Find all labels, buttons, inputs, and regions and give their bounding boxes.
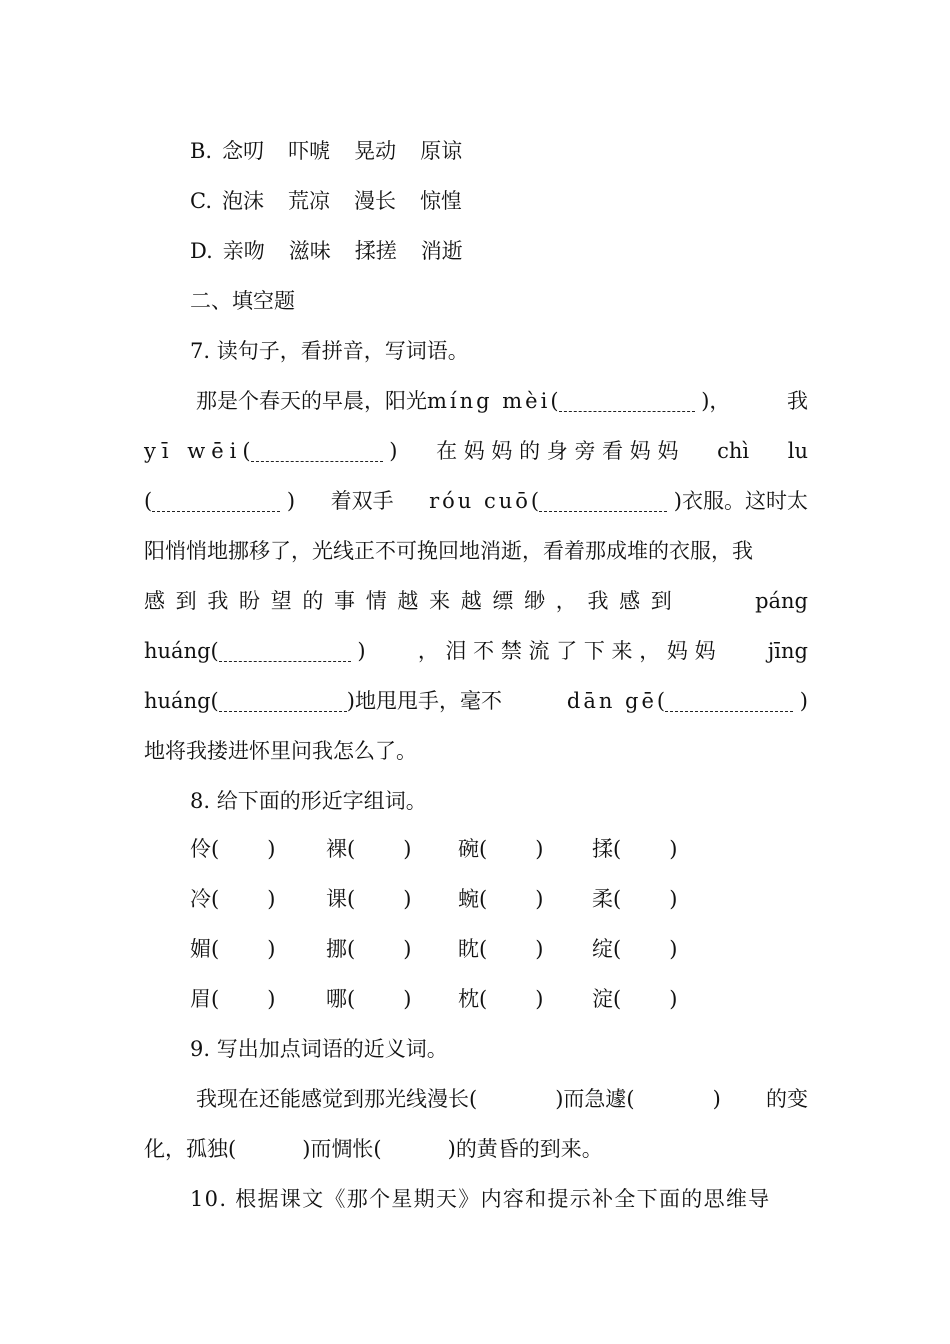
q7-line-7: huáng( )地甩甩手，毫不 dān gē( ): [144, 689, 808, 713]
option-c: [190, 186, 486, 216]
char: 眉: [190, 987, 211, 1011]
char: 蜿: [458, 887, 479, 911]
char: 裸: [326, 837, 347, 861]
pinyin: huáng: [144, 689, 211, 713]
pinyin: dān gē: [566, 689, 657, 713]
q10-title: 10. 根据课文《那个星期天》内容和提示补全下面的思维导: [190, 1187, 771, 1211]
char: 哪: [326, 987, 347, 1011]
answer-blank[interactable]: [539, 493, 667, 512]
option-word: 消逝: [420, 239, 463, 263]
section-heading: 二、填空题: [190, 289, 295, 313]
q7-title: 7. 读句子，看拼音，写词语。: [190, 339, 469, 363]
option-word: 泡沫: [222, 189, 264, 213]
q7-text: 我: [787, 389, 808, 413]
q9-text: 的变: [766, 1087, 808, 1111]
answer-blank[interactable]: [251, 443, 383, 462]
char: 伶: [190, 837, 211, 861]
option-word: 念叨: [222, 139, 265, 163]
answer-blank[interactable]: [559, 393, 695, 412]
q7-text: 地甩甩手，毫不: [354, 689, 502, 713]
pinyin: lu: [787, 439, 808, 463]
option-word: 吓唬: [288, 139, 331, 163]
char: 媚: [190, 937, 211, 961]
char: 绽: [592, 937, 613, 961]
option-word: 惊惶: [420, 189, 462, 213]
option-word: 揉搓: [354, 239, 397, 263]
char: 柔: [592, 887, 613, 911]
char: 冷: [190, 887, 211, 911]
char: 淀: [592, 987, 613, 1011]
q7-line-2: yī wēi( ) 在 妈 妈 的 身 旁 看 妈 妈 chì lu: [144, 436, 808, 466]
answer-blank[interactable]: [219, 643, 351, 662]
pinyin: míng mèi: [427, 389, 551, 413]
q7-line-5: [144, 586, 808, 616]
option-label: B.: [190, 139, 213, 163]
q7-text: ， 泪 不 禁 流 了 下 来 ， 妈 妈: [417, 639, 716, 663]
q9-line-1: 我现在还能感觉到那光线漫长( )而急遽( ) 的变: [144, 1084, 808, 1114]
q9-text: 而急遽: [563, 1087, 627, 1111]
q7-text: 感 到 我 盼 望 的 事 情 越 来 越 缥 缈 ， 我 感 到: [144, 589, 674, 613]
option-b: [190, 136, 486, 166]
option-label: C.: [190, 189, 212, 213]
pinyin: chì: [717, 439, 750, 463]
pinyin: páng: [755, 589, 808, 613]
pinyin: yī wēi: [144, 439, 243, 463]
option-word: 滋味: [288, 239, 331, 263]
q7-text: 那是个春天的早晨，阳光: [196, 389, 427, 413]
q7-line-8: 地将我搂进怀里问我怎么了。: [144, 739, 417, 763]
q8-title: 8. 给下面的形近字组词。: [190, 789, 427, 813]
q7-line-6: huáng( ) ， 泪 不 禁 流 了 下 来 ， 妈 妈 jīng: [144, 636, 808, 666]
answer-blank[interactable]: [665, 693, 793, 712]
char: 课: [326, 887, 347, 911]
option-word: 晃动: [354, 139, 397, 163]
option-label: D.: [190, 239, 213, 263]
pinyin: huáng: [144, 639, 211, 663]
pinyin: róu cuō: [429, 489, 531, 513]
answer-blank[interactable]: [219, 693, 347, 712]
q9-title: 9. 写出加点词语的近义词。: [190, 1037, 448, 1061]
q7-text: 着双手: [330, 489, 394, 513]
char: 揉: [592, 837, 613, 861]
q7-text: 衣服。这时太: [682, 489, 808, 513]
pinyin: jīng: [767, 639, 808, 663]
q9-line-2: 化，孤独( )而惆怅( )的黄昏的到来。: [144, 1137, 603, 1161]
option-word: 漫长: [354, 189, 396, 213]
char: 碗: [458, 837, 479, 861]
q7-line-4: 阳悄悄地挪移了，光线正不可挽回地消逝，看着那成堆的衣服，我: [144, 539, 753, 563]
q7-line-3: ( ) 着双手 róu cuō( )衣服。这时太: [144, 486, 808, 516]
option-word: 荒凉: [288, 189, 330, 213]
q9-text: 化，孤独: [144, 1137, 228, 1161]
option-word: 原谅: [420, 139, 463, 163]
answer-blank[interactable]: [152, 493, 280, 512]
char: 挪: [326, 937, 347, 961]
char: 枕: [458, 987, 479, 1011]
option-d: [190, 236, 487, 266]
q7-text: 在 妈 妈 的 身 旁 看 妈 妈: [436, 439, 679, 463]
option-word: 亲吻: [222, 239, 265, 263]
q9-text: 我现在还能感觉到那光线漫长: [196, 1087, 469, 1111]
q9-text: 而惆怅: [310, 1137, 374, 1161]
char: 眈: [458, 937, 479, 961]
q7-line-1: 那是个春天的早晨，阳光míng mèi( )， 我: [144, 386, 808, 416]
q9-text: 的黄昏的到来。: [455, 1137, 603, 1161]
